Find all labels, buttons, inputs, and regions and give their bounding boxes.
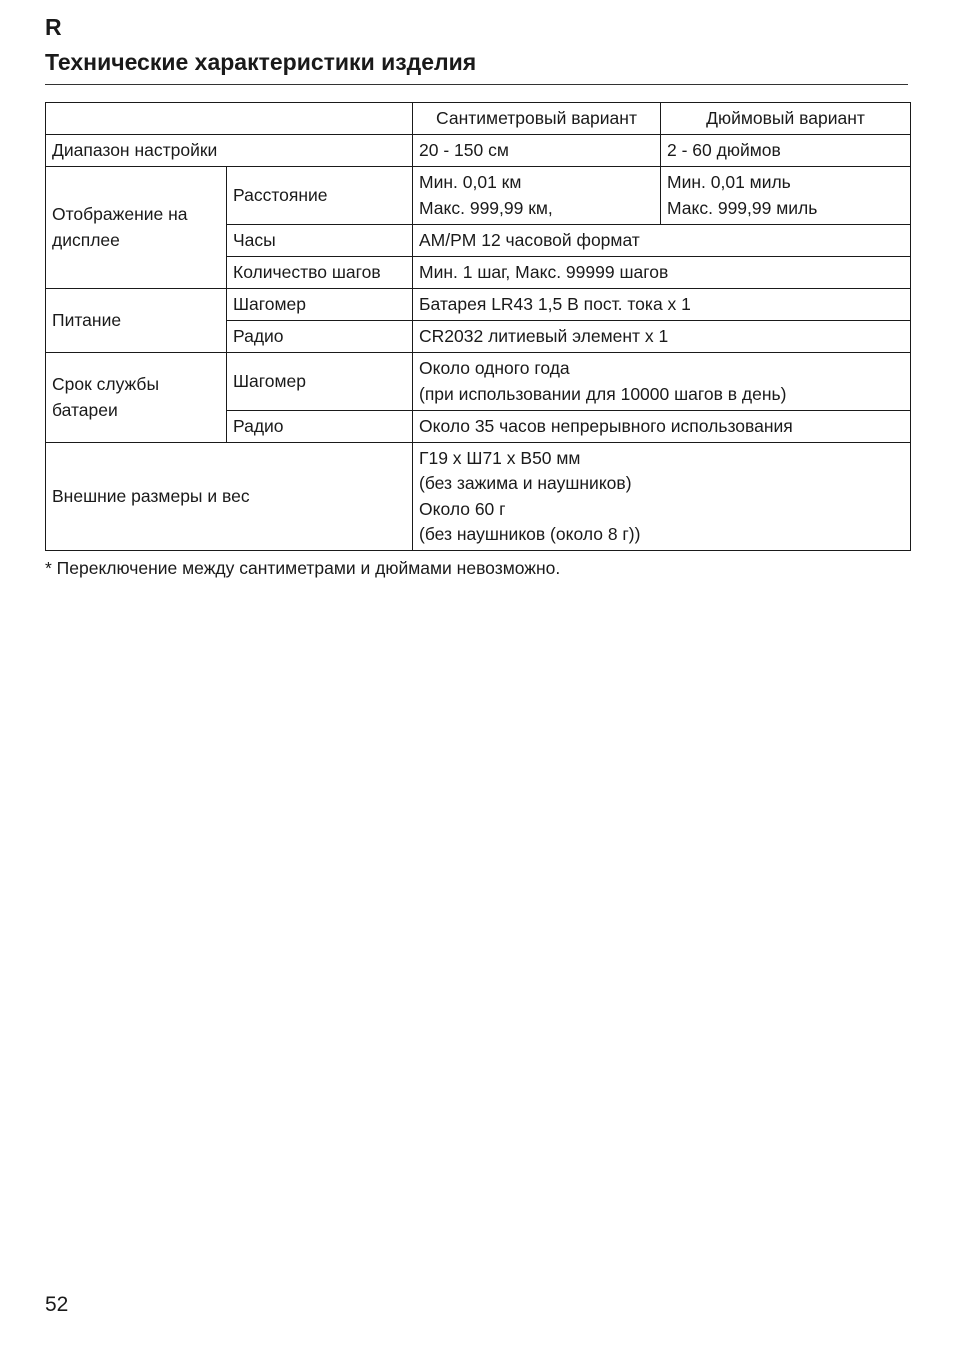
display-group-label (46, 167, 227, 289)
dimensions-value-line2: (без зажима и наушников) (419, 473, 632, 493)
clock-label: Часы (227, 225, 413, 257)
table-row-power-pedometer (46, 289, 911, 321)
battery-radio-label: Радио (227, 411, 413, 443)
steps-label: Количество шагов (227, 257, 413, 289)
battery-life-label-line1: Срок службы (52, 374, 160, 394)
power-pedometer-value: Батарея LR43 1,5 В пост. тока x 1 (413, 289, 911, 321)
distance-label: Расстояние (227, 167, 413, 225)
specifications-table (45, 102, 911, 551)
dimensions-value-line1: Г19 x Ш71 x В50 мм (419, 447, 581, 468)
header-cm-version: Сантиметровый вариант (413, 103, 661, 135)
distance-inch-max: Макс. 999,99 миль (667, 197, 818, 218)
battery-life-label-line2: батареи (52, 399, 118, 420)
power-radio-value: CR2032 литиевый элемент x 1 (413, 321, 911, 353)
battery-life-group-label (46, 353, 227, 443)
dimensions-value-line3: Около 60 г (419, 498, 506, 519)
distance-cm-value (413, 167, 661, 225)
page-number: 52 (45, 1293, 69, 1316)
dimensions-value-line4: (без наушников (около 8 г)) (419, 524, 641, 544)
table-row-battery-pedometer (46, 353, 911, 411)
display-label-line2: дисплее (52, 229, 120, 250)
battery-radio-value: Около 35 часов непрерывного использования (413, 411, 911, 443)
language-marker: R (45, 14, 62, 40)
page-title: Технические характеристики изделия (45, 49, 477, 75)
table-row-range (46, 135, 911, 167)
table-row-dimensions (46, 443, 911, 551)
power-radio-label: Радио (227, 321, 413, 353)
steps-value: Мин. 1 шаг, Макс. 99999 шагов (413, 257, 911, 289)
distance-inch-value (661, 167, 911, 225)
power-pedometer-label: Шагомер (227, 289, 413, 321)
header-empty-cell (46, 103, 413, 135)
table-row-distance (46, 167, 911, 225)
range-label: Диапазон настройки (46, 135, 413, 167)
clock-value: AM/PM 12 часовой формат (413, 225, 911, 257)
power-group-label: Питание (46, 289, 227, 353)
range-cm-value: 20 - 150 см (413, 135, 661, 167)
battery-pedometer-value (413, 353, 911, 411)
distance-inch-min: Мин. 0,01 миль (667, 172, 791, 192)
dimensions-value (413, 443, 911, 551)
table-header-row (46, 103, 911, 135)
battery-pedometer-value-line1: Около одного года (419, 358, 570, 378)
battery-pedometer-label: Шагомер (227, 353, 413, 411)
display-label-line1: Отображение на (52, 204, 188, 224)
distance-cm-min: Мин. 0,01 км (419, 172, 522, 192)
footnote: * Переключение между сантиметрами и дюймами невозможно. (45, 558, 561, 578)
dimensions-label: Внешние размеры и вес (46, 443, 413, 551)
title-divider (45, 84, 908, 85)
range-inch-value: 2 - 60 дюймов (661, 135, 911, 167)
distance-cm-max: Макс. 999,99 км, (419, 197, 553, 218)
header-inch-version: Дюймовый вариант (661, 103, 911, 135)
battery-pedometer-value-line2: (при использовании для 10000 шагов в день) (419, 383, 787, 404)
